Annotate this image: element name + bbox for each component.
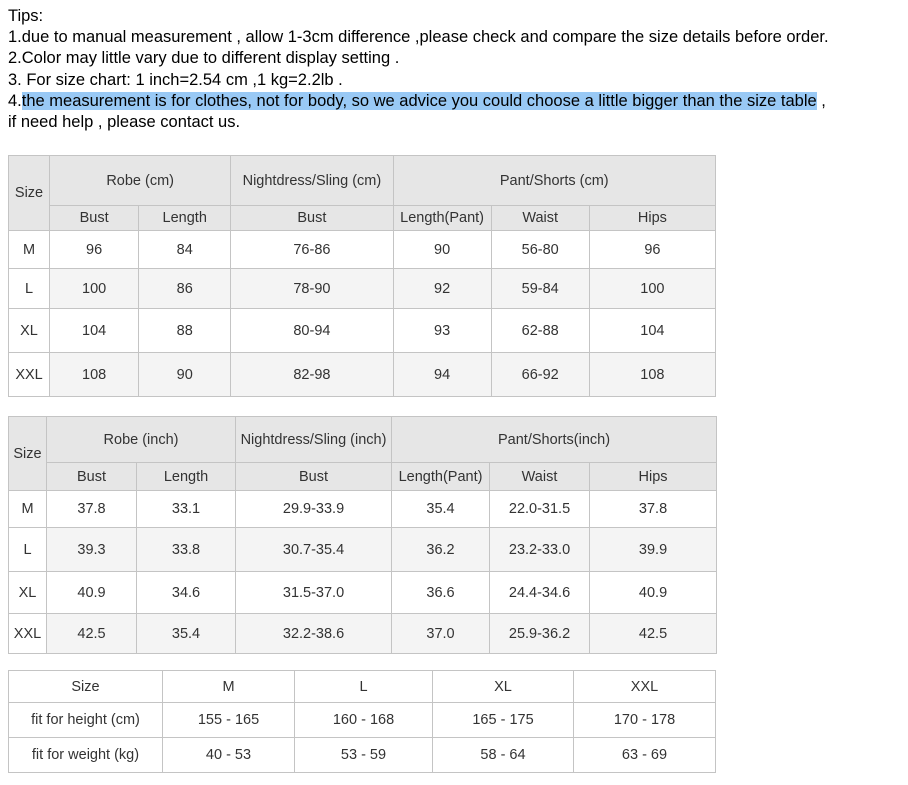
table-cell: 35.4 bbox=[137, 614, 236, 654]
group-header-nightdress: Nightdress/Sling (cm) bbox=[231, 156, 393, 206]
table-cell: 24.4-34.6 bbox=[490, 572, 590, 614]
row-size-label: XL bbox=[9, 572, 47, 614]
col-header: Waist bbox=[491, 206, 589, 231]
table-cell: 92 bbox=[393, 269, 491, 309]
table-row bbox=[9, 353, 716, 397]
table-cell: 34.6 bbox=[137, 572, 236, 614]
table-cell: 23.2-33.0 bbox=[490, 528, 590, 572]
table-cell: 37.8 bbox=[590, 491, 717, 528]
col-header: Length(Pant) bbox=[392, 463, 490, 491]
table-cell: 56-80 bbox=[491, 231, 589, 269]
tips-block bbox=[8, 6, 906, 133]
group-header-nightdress: Nightdress/Sling (inch) bbox=[236, 417, 392, 463]
table-cell: 90 bbox=[139, 353, 231, 397]
col-header: Length(Pant) bbox=[393, 206, 491, 231]
table-cell: 30.7-35.4 bbox=[236, 528, 392, 572]
size-header: Size bbox=[9, 156, 50, 231]
fit-header-cell: XL bbox=[433, 671, 574, 703]
table-cell: 39.9 bbox=[590, 528, 717, 572]
col-header: Bust bbox=[231, 206, 393, 231]
group-header-robe: Robe (cm) bbox=[50, 156, 231, 206]
col-header: Length bbox=[139, 206, 231, 231]
col-header: Waist bbox=[490, 463, 590, 491]
fit-row-label: fit for height (cm) bbox=[9, 703, 163, 738]
col-header: Bust bbox=[47, 463, 137, 491]
col-header: Hips bbox=[589, 206, 715, 231]
table-cell: 96 bbox=[589, 231, 715, 269]
tip-line-1: 1.due to manual measurement , allow 1-3cm difference ,please check and compare the size details before order. bbox=[8, 28, 829, 47]
row-size-label: L bbox=[9, 269, 50, 309]
table-cell: 104 bbox=[50, 309, 139, 353]
table-cell: 90 bbox=[393, 231, 491, 269]
fit-height-row bbox=[9, 703, 716, 738]
table-cell: 104 bbox=[589, 309, 715, 353]
table-cell: 42.5 bbox=[590, 614, 717, 654]
table-cell: 62-88 bbox=[491, 309, 589, 353]
table-cell: 42.5 bbox=[47, 614, 137, 654]
table-row bbox=[9, 269, 716, 309]
table-cell: 108 bbox=[50, 353, 139, 397]
table-cell: 22.0-31.5 bbox=[490, 491, 590, 528]
tip-line-2: 2.Color may little vary due to different display setting . bbox=[8, 49, 400, 68]
table-cell: 29.9-33.9 bbox=[236, 491, 392, 528]
table-cell: 33.8 bbox=[137, 528, 236, 572]
table-cell: 36.2 bbox=[392, 528, 490, 572]
fit-row-label: fit for weight (kg) bbox=[9, 738, 163, 773]
table-cell: 170 - 178 bbox=[574, 703, 716, 738]
table-cell: 35.4 bbox=[392, 491, 490, 528]
table-cell: 84 bbox=[139, 231, 231, 269]
table-cell: 33.1 bbox=[137, 491, 236, 528]
table-cell: 32.2-38.6 bbox=[236, 614, 392, 654]
fit-header-cell: XXL bbox=[574, 671, 716, 703]
table-cell: 94 bbox=[393, 353, 491, 397]
fit-header-cell: L bbox=[295, 671, 433, 703]
group-header-pant: Pant/Shorts (cm) bbox=[393, 156, 715, 206]
table-cell: 88 bbox=[139, 309, 231, 353]
tip-line-3: 3. For size chart: 1 inch=2.54 cm ,1 kg=2.2lb . bbox=[8, 70, 343, 89]
table-cell: 100 bbox=[589, 269, 715, 309]
table-row bbox=[9, 491, 717, 528]
tip-line-5: if need help , please contact us. bbox=[8, 113, 241, 132]
table-cell: 40.9 bbox=[47, 572, 137, 614]
table-cell: 100 bbox=[50, 269, 139, 309]
fit-weight-row bbox=[9, 738, 716, 773]
table-cell: 37.8 bbox=[47, 491, 137, 528]
tip-line-4-suffix: , bbox=[816, 91, 826, 110]
table-cell: 82-98 bbox=[231, 353, 393, 397]
table-cell: 155 - 165 bbox=[163, 703, 295, 738]
group-header-robe: Robe (inch) bbox=[47, 417, 236, 463]
table-cell: 63 - 69 bbox=[574, 738, 716, 773]
size-table-cm bbox=[8, 155, 716, 397]
size-header: Size bbox=[9, 417, 47, 491]
size-table-inch bbox=[8, 416, 717, 654]
table-row bbox=[9, 231, 716, 269]
row-size-label: M bbox=[9, 491, 47, 528]
table-cell: 58 - 64 bbox=[433, 738, 574, 773]
table-cell: 66-92 bbox=[491, 353, 589, 397]
table-cell: 160 - 168 bbox=[295, 703, 433, 738]
row-size-label: XXL bbox=[9, 353, 50, 397]
table-cell: 78-90 bbox=[231, 269, 393, 309]
table-cell: 86 bbox=[139, 269, 231, 309]
table-cell: 40 - 53 bbox=[163, 738, 295, 773]
row-size-label: XXL bbox=[9, 614, 47, 654]
table-cell: 40.9 bbox=[590, 572, 717, 614]
col-header: Bust bbox=[50, 206, 139, 231]
fit-header-cell: M bbox=[163, 671, 295, 703]
table-row bbox=[9, 614, 717, 654]
table-cell: 80-94 bbox=[231, 309, 393, 353]
row-size-label: XL bbox=[9, 309, 50, 353]
col-header: Length bbox=[137, 463, 236, 491]
table-row bbox=[9, 528, 717, 572]
tip-line-4-highlighted-text[interactable]: the measurement is for clothes, not for body, so we advice you could choose a little bigger than the size table bbox=[21, 91, 817, 110]
fit-header-row bbox=[9, 671, 716, 703]
table-cell: 25.9-36.2 bbox=[490, 614, 590, 654]
tip-line-4-prefix: 4. bbox=[8, 91, 22, 110]
table-cell: 76-86 bbox=[231, 231, 393, 269]
table-cell: 53 - 59 bbox=[295, 738, 433, 773]
table-cell: 108 bbox=[589, 353, 715, 397]
col-header: Hips bbox=[590, 463, 717, 491]
row-size-label: L bbox=[9, 528, 47, 572]
table-cell: 36.6 bbox=[392, 572, 490, 614]
table-cell: 165 - 175 bbox=[433, 703, 574, 738]
table-row bbox=[9, 309, 716, 353]
tips-title: Tips: bbox=[8, 7, 44, 25]
group-header-pant: Pant/Shorts(inch) bbox=[392, 417, 717, 463]
col-header: Bust bbox=[236, 463, 392, 491]
row-size-label: M bbox=[9, 231, 50, 269]
table-cell: 31.5-37.0 bbox=[236, 572, 392, 614]
table-cell: 59-84 bbox=[491, 269, 589, 309]
table-cell: 39.3 bbox=[47, 528, 137, 572]
fit-header-size: Size bbox=[9, 671, 163, 703]
fit-table bbox=[8, 670, 716, 773]
table-cell: 96 bbox=[50, 231, 139, 269]
table-cell: 37.0 bbox=[392, 614, 490, 654]
table-cell: 93 bbox=[393, 309, 491, 353]
tip-line-4 bbox=[8, 91, 906, 112]
table-row bbox=[9, 572, 717, 614]
